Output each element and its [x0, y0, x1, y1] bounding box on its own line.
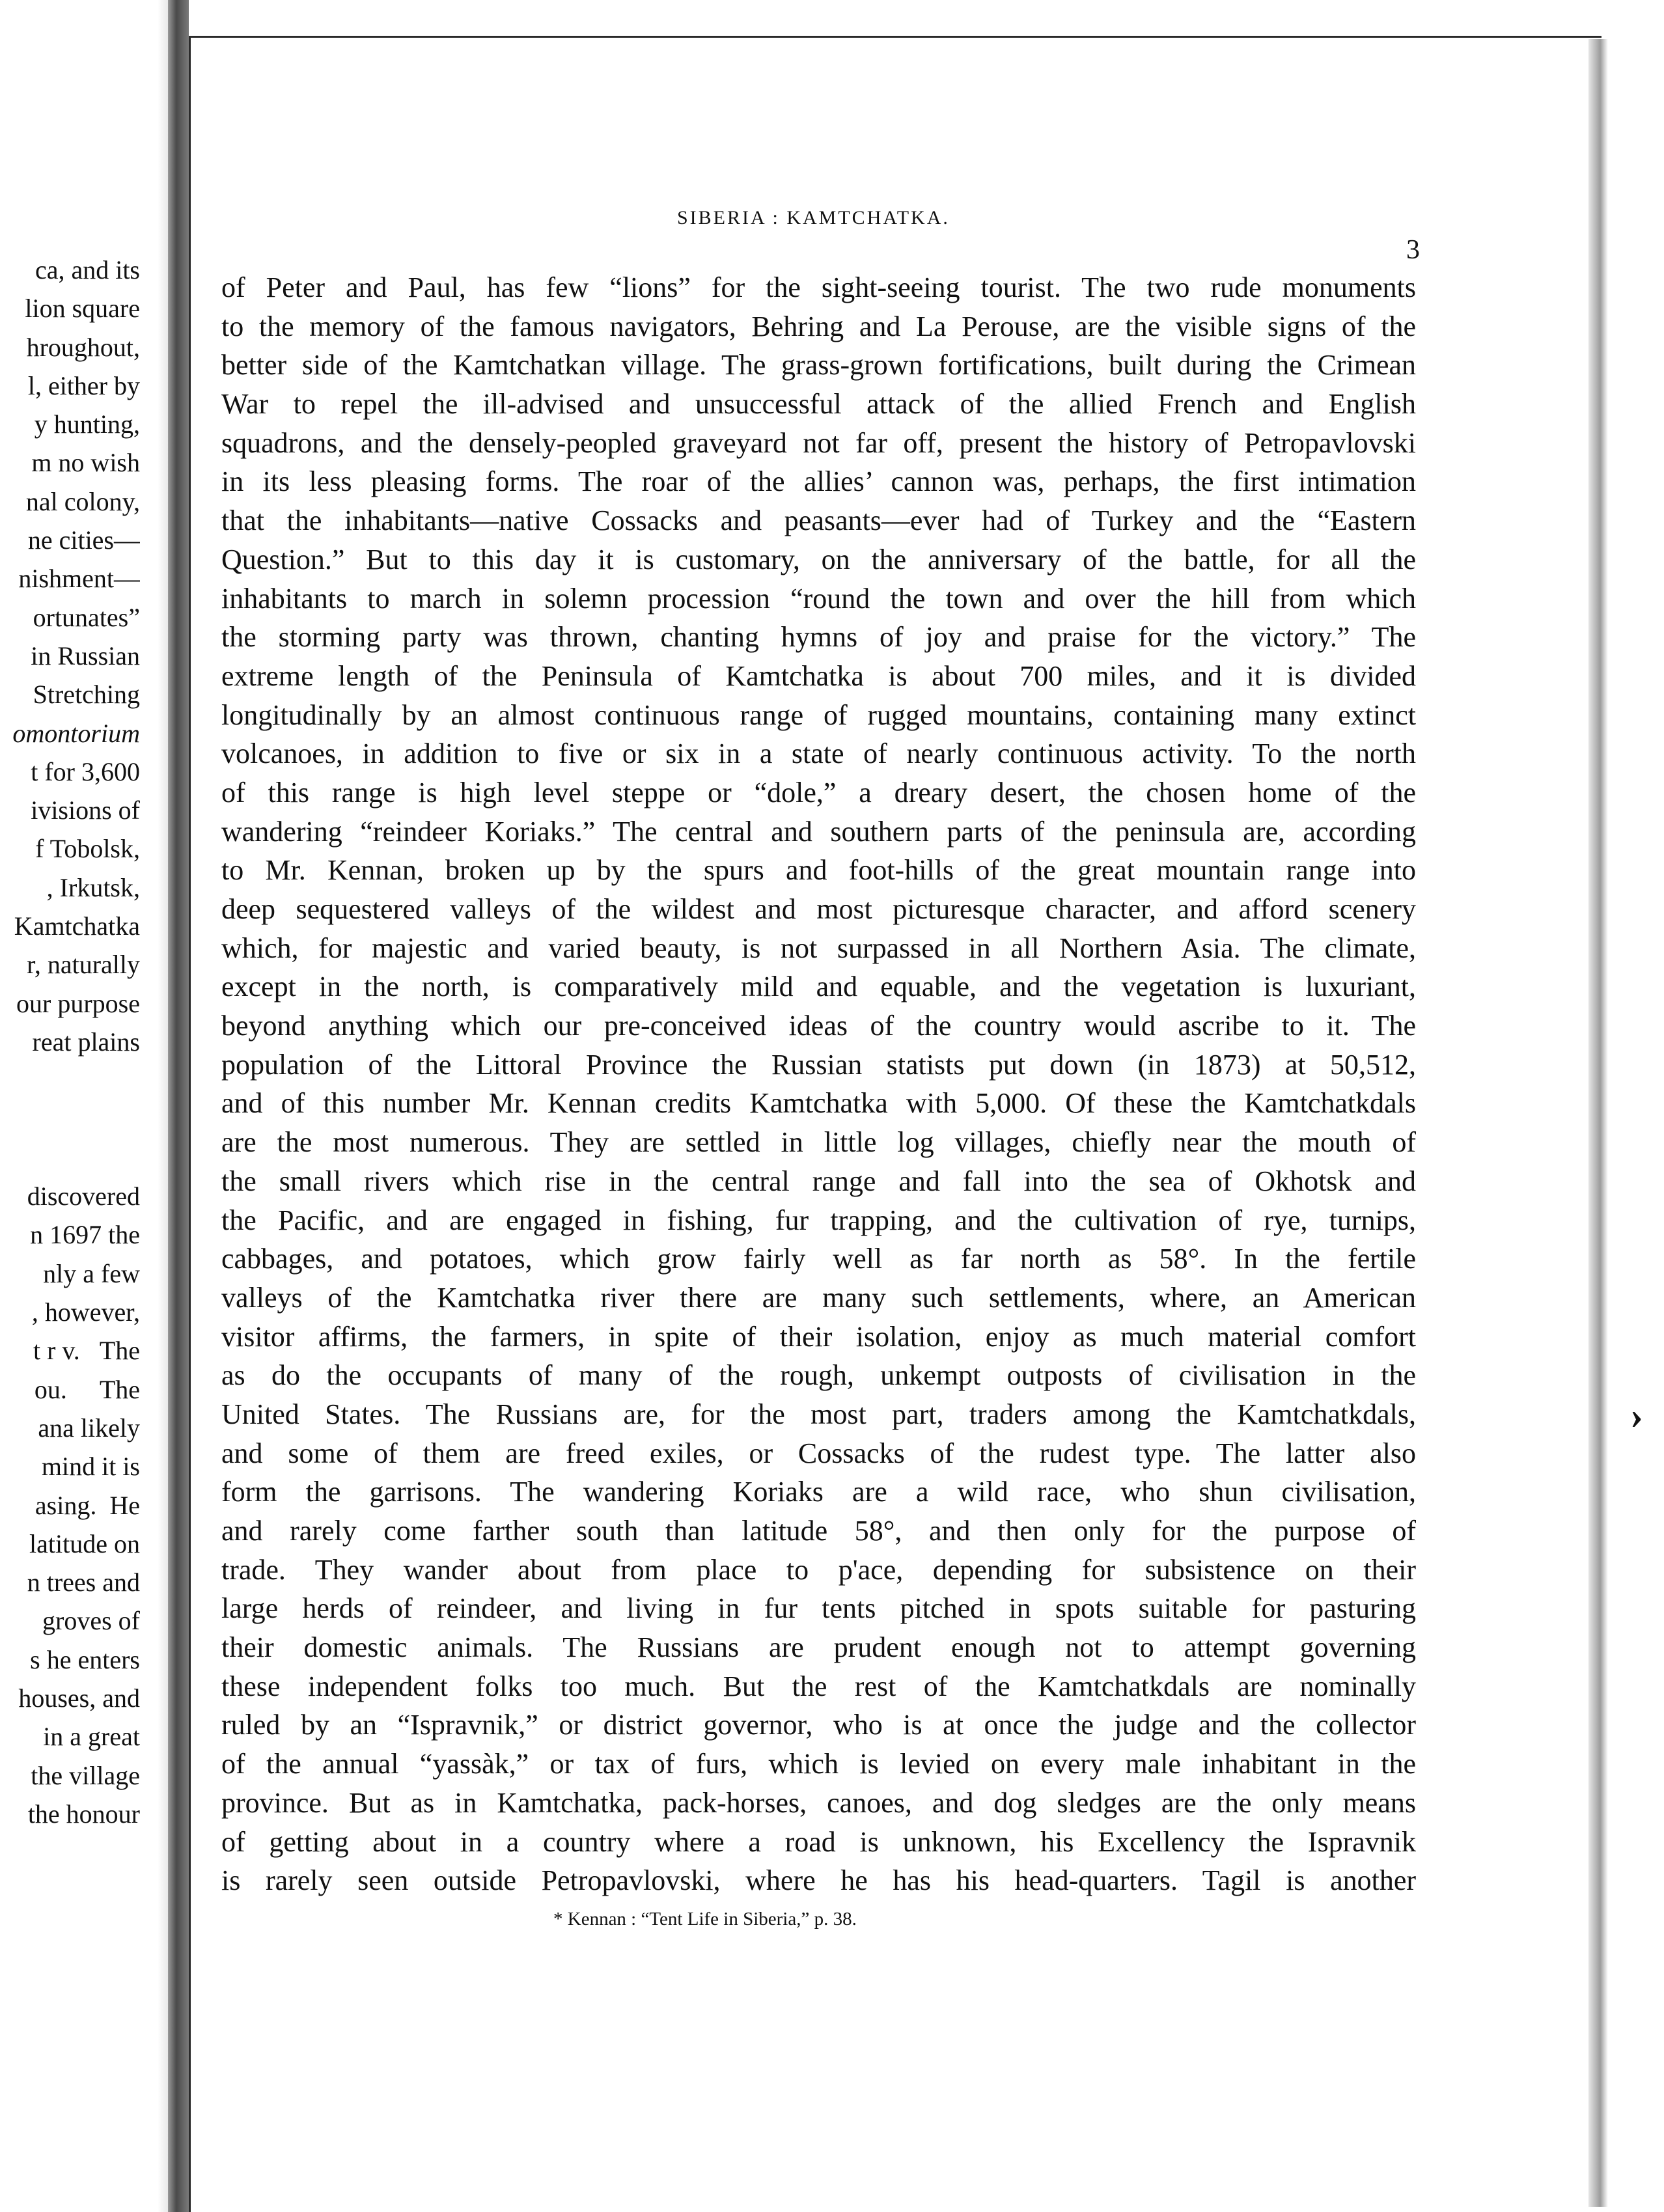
facing-page-line: m no wish: [31, 448, 140, 478]
body-line: beyond anything which our pre-conceived ideas of the country would ascribe to it. The: [221, 1010, 1416, 1042]
facing-page-line: , Irkutsk,: [40, 872, 140, 902]
body-text: [221, 268, 1416, 1900]
page-edge-shadow: [1588, 39, 1608, 2207]
body-line: are the most numerous. They are settled in little log villages, chiefly near the mouth of: [221, 1126, 1416, 1159]
body-line: visitor affirms, the farmers, in spite of their isolation, enjoy as much material comfort: [221, 1320, 1416, 1353]
running-head: SIBERIA : KAMTCHATKA.: [677, 207, 950, 228]
body-line: of the annual “yassàk,” or tax of furs, which is levied on every male inhabitant in the: [221, 1748, 1416, 1780]
footnote: * Kennan : “Tent Life in Siberia,” p. 38.: [553, 1909, 857, 1929]
body-line: and rarely come farther south than latitude 58°, and then only for the purpose of: [221, 1515, 1416, 1547]
facing-page-line: [0, 1061, 140, 1099]
facing-page-line: nishment—: [18, 564, 140, 594]
facing-page-line: reat plains: [32, 1027, 140, 1057]
body-line: wandering “reindeer Koriaks.” The central and southern parts of the peninsula are, according: [221, 815, 1416, 848]
facing-page-line: ana likely: [38, 1413, 140, 1443]
facing-page-line: nly a few: [43, 1258, 140, 1288]
body-line: province. But as in Kamtchatka, pack-horses, canoes, and dog sledges are the only means: [221, 1786, 1416, 1819]
page-number: 3: [1406, 235, 1420, 265]
facing-page-line: f Tobolsk,: [35, 834, 140, 864]
body-line: of this range is high level steppe or “dole,” a dreary desert, the chosen home of the: [221, 776, 1416, 809]
body-line: ruled by an “Ispravnik,” or district governor, who is at once the judge and the collector: [221, 1709, 1416, 1741]
body-line: better side of the Kamtchatkan village. The grass-grown fortifications, built during the Crimean: [221, 349, 1416, 381]
book-binding: [168, 0, 189, 2212]
body-line: that the inhabitants—native Cossacks and peasants—ever had of Turkey and the “Eastern: [221, 505, 1416, 537]
body-line: War to repel the ill-advised and unsuccessful attack of the allied French and English: [221, 388, 1416, 421]
facing-page-line: groves of: [42, 1606, 140, 1636]
facing-page-line: asing. He: [35, 1490, 140, 1520]
facing-page-line: Stretching: [33, 680, 140, 710]
body-line: United States. The Russians are, for the most part, traders among the Kamtchatkdals,: [221, 1398, 1416, 1430]
facing-page-line: in Russian: [31, 641, 140, 671]
body-line: extreme length of the Peninsula of Kamtchatka is about 700 miles, and it is divided: [221, 659, 1416, 692]
body-line: their domestic animals. The Russians are prudent enough not to attempt governing: [221, 1631, 1416, 1664]
facing-page-line: our purpose: [16, 988, 140, 1018]
body-line: deep sequestered valleys of the wildest and most picturesque character, and afford scenery: [221, 893, 1416, 925]
body-line: to the memory of the famous navigators, Behring and La Perouse, are the visible signs of the: [221, 310, 1416, 342]
facing-page-text: [0, 251, 140, 1833]
facing-page-line: t for 3,600: [31, 756, 140, 786]
facing-page-line: n trees and: [27, 1568, 140, 1597]
body-line: in its less pleasing forms. The roar of the allies’ cannon was, perhaps, the first intimation: [221, 465, 1416, 498]
body-line: longitudinally by an almost continuous range of rugged mountains, containing many extinct: [221, 698, 1416, 731]
body-line: inhabitants to march in solemn procession “round the town and over the hill from which: [221, 582, 1416, 615]
facing-page-line: the village: [31, 1760, 140, 1790]
body-line: and some of them are freed exiles, or Cossacks of the rudest type. The latter also: [221, 1437, 1416, 1469]
facing-page-line: y hunting,: [34, 409, 140, 439]
margin-mark: ›: [1630, 1394, 1643, 1437]
facing-page-line: ne cities—: [27, 525, 140, 555]
body-line: and of this number Mr. Kennan credits Kamtchatka with 5,000. Of these the Kamtchatkdals: [221, 1087, 1416, 1120]
facing-page-line: l, either by: [27, 370, 140, 400]
body-line: the Pacific, and are engaged in fishing, fur trapping, and the cultivation of rye, turnips,: [221, 1204, 1416, 1236]
body-line: which, for majestic and varied beauty, is not surpassed in all Northern Asia. The climate,: [221, 932, 1416, 964]
body-line: squadrons, and the densely-peopled graveyard not far off, present the history of Petropavlovski: [221, 426, 1416, 459]
facing-page-line: Kamtchatka: [14, 911, 140, 941]
body-line: of Peter and Paul, has few “lions” for the sight-seeing tourist. The two rude monuments: [221, 271, 1416, 303]
facing-page-line: [0, 1139, 140, 1177]
body-line: of getting about in a country where a road is unknown, his Excellency the Ispravnik: [221, 1825, 1416, 1858]
body-line: form the garrisons. The wandering Koriaks are a wild race, who shun civilisation,: [221, 1476, 1416, 1508]
body-line: the storming party was thrown, chanting hymns of joy and praise for the victory.” The: [221, 621, 1416, 654]
facing-page-line: mind it is: [41, 1452, 140, 1482]
body-line: the small rivers which rise in the central range and fall into the sea of Okhotsk and: [221, 1165, 1416, 1197]
body-line: trade. They wander about from place to p'ace, depending for subsistence on their: [221, 1553, 1416, 1586]
body-line: to Mr. Kennan, broken up by the spurs and foot-hills of the great mountain range into: [221, 854, 1416, 887]
facing-page-line: ca, and its: [35, 255, 140, 284]
facing-page-line: , however,: [31, 1297, 140, 1327]
facing-page-line: ortunates”: [33, 602, 140, 632]
facing-page-line: nal colony,: [25, 486, 140, 516]
facing-page-line: [0, 1100, 140, 1139]
facing-page-line: ou. The: [34, 1374, 140, 1404]
body-line: as do the occupants of many of the rough, unkempt outposts of civilisation in the: [221, 1359, 1416, 1392]
facing-page-line: hroughout,: [26, 332, 140, 362]
body-line: volcanoes, in addition to five or six in a state of nearly continuous activity. To the north: [221, 738, 1416, 770]
facing-page-line: r, naturally: [27, 950, 140, 980]
facing-page-line: in a great: [43, 1722, 140, 1752]
facing-page-line: ivisions of: [31, 795, 140, 825]
facing-page-line: lion square: [25, 294, 140, 324]
facing-page-line: n 1697 the: [30, 1220, 140, 1250]
facing-page-line: omontorium: [12, 718, 140, 748]
body-line: large herds of reindeer, and living in fur tents pitched in spots suitable for pasturing: [221, 1592, 1416, 1625]
facing-page-line: latitude on: [29, 1528, 140, 1558]
body-line: valleys of the Kamtchatka river there are many such settlements, where, an American: [221, 1281, 1416, 1314]
body-line: cabbages, and potatoes, which grow fairly well as far north as 58°. In the fertile: [221, 1243, 1416, 1275]
facing-page-line: houses, and: [18, 1683, 140, 1713]
facing-page-line: s he enters: [30, 1644, 140, 1674]
body-line: population of the Littoral Province the Russian statists put down (in 1873) at 50,512,: [221, 1048, 1416, 1081]
facing-page-line: the honour: [27, 1799, 140, 1829]
body-line: is rarely seen outside Petropavlovski, where he has his head-quarters. Tagil is another: [221, 1864, 1416, 1897]
body-line: Question.” But to this day it is customary, on the anniversary of the battle, for all the: [221, 543, 1416, 575]
body-line: except in the north, is comparatively mild and equable, and the vegetation is luxuriant,: [221, 971, 1416, 1003]
facing-page-line: t r v. The: [33, 1336, 140, 1366]
body-line: these independent folks too much. But the rest of the Kamtchatkdals are nominally: [221, 1670, 1416, 1702]
facing-page-line: discovered: [20, 1182, 140, 1211]
